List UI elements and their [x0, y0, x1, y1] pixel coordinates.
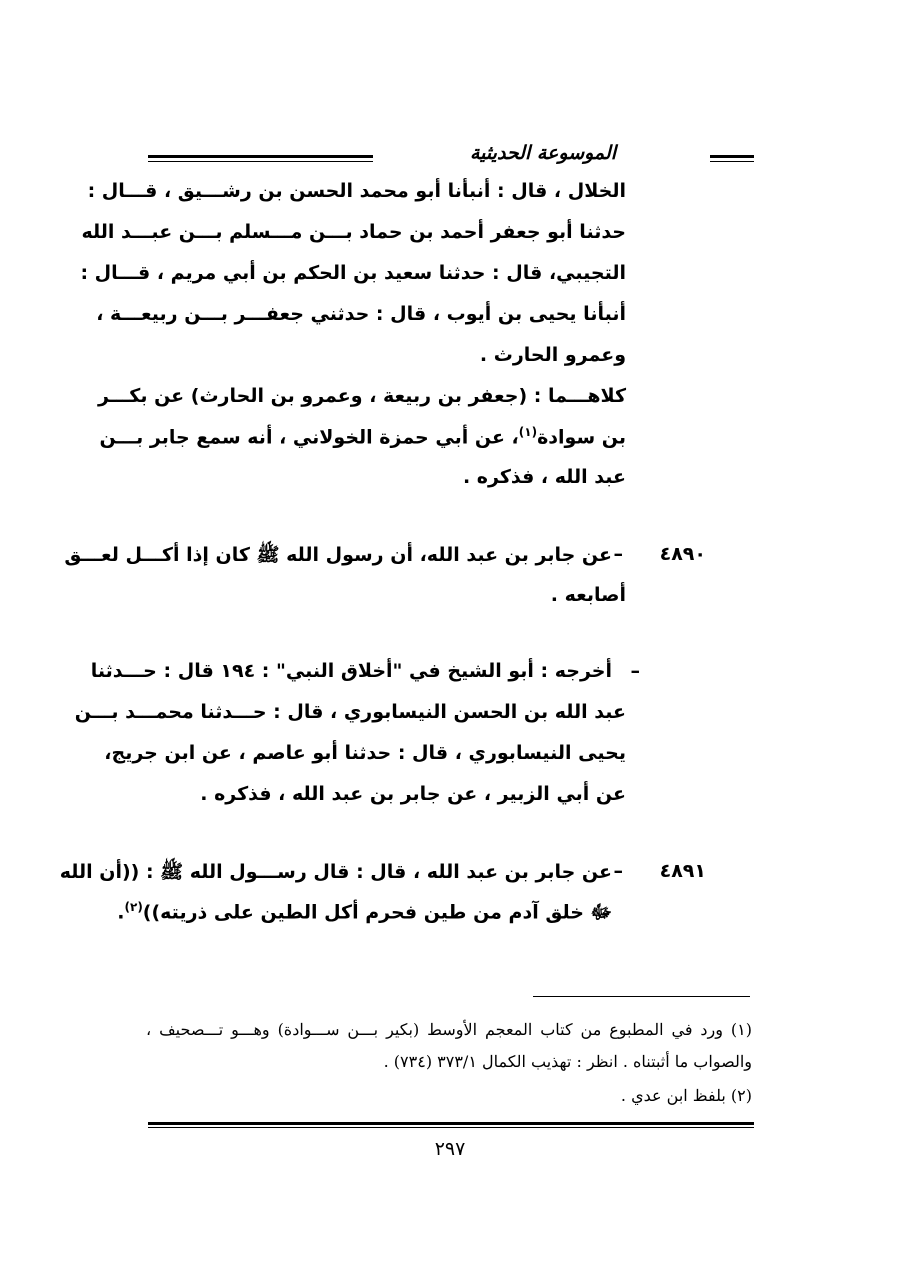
hadith-number: ٤٨٩٠	[659, 543, 706, 565]
text-line: حدثنا أبو جعفر أحمد بن حماد بـــن مـــسلم بـــن عبـــد الله	[81, 221, 626, 243]
text-line: التجيبي، قال : حدثنا سعيد بن الحكم بن أبي مريم ، قـــال :	[80, 262, 626, 284]
takhrij-line: أخرجه : أبو الشيخ في "أخلاق النبي" : ١٩٤ قال : حـــدثنا	[90, 660, 612, 682]
hadith-text-line: أصابعه .	[550, 584, 626, 606]
text-segment: ﷻ خلق آدم من طين فحرم أكل الطين على ذريته))	[142, 901, 612, 924]
hadith-dash: –	[613, 860, 623, 882]
text-line: وعمرو الحارث .	[479, 344, 626, 366]
running-header	[148, 142, 754, 172]
header-rule-right	[710, 155, 754, 162]
text-segment: بن سوادة	[537, 426, 626, 449]
takhrij-dash: –	[630, 660, 640, 682]
footnote-separator	[533, 996, 750, 997]
takhrij-line: يحيى النيسابوري ، قال : حدثنا أبو عاصم ، عن ابن جريج،	[104, 742, 626, 764]
footnote-1-line: والصواب ما أثبتناه . انظر : تهذيب الكمال ٣٧٣/١ (٧٣٤) .	[383, 1052, 752, 1071]
bottom-rule	[148, 1122, 754, 1128]
hadith-text-line: عن جابر بن عبد الله، أن رسول الله ﷺ كان إذا أكـــل لعـــق	[64, 544, 612, 566]
header-rule-left	[148, 155, 373, 162]
text-line-with-footnote	[99, 425, 626, 455]
text-line: عبد الله ، فذكره .	[462, 466, 626, 488]
hadith-number: ٤٨٩١	[659, 860, 706, 882]
footnote-1-line: (١) ورد في المطبوع من كتاب المعجم الأوسط (بكير بـــن ســـوادة) وهـــو تـــصحيف ،	[146, 1020, 753, 1039]
hadith-text-line: عن جابر بن عبد الله ، قال : قال رســـول الله ﷺ : ((أن الله	[59, 861, 612, 883]
hadith-dash: –	[613, 543, 623, 565]
footnote-ref-1: (١)	[518, 425, 538, 439]
text-line: أنبأنا يحيى بن أيوب ، قال : حدثني جعفـــر بـــن ربيعـــة ،	[96, 303, 626, 325]
text-line: الخلال ، قال : أنبأنا أبو محمد الحسن بن رشـــيق ، قـــال :	[87, 180, 626, 202]
footnote-2: (٢) بلفظ ابن عدي .	[620, 1086, 752, 1105]
footnote-ref-2: (٢)	[124, 900, 143, 914]
text-segment: ، عن أبي حمزة الخولاني ، أنه سمع جابر بـــن	[99, 426, 519, 449]
text-line: كلاهـــما : (جعفر بن ربيعة ، وعمرو بن الحارث) عن بكـــر	[97, 385, 626, 407]
takhrij-line: عن أبي الزبير ، عن جابر بن عبد الله ، فذكره .	[200, 783, 626, 805]
header-title: الموسوعة الحديثية	[470, 142, 616, 164]
hadith-text-line-with-footnote: ﷻ خلق آدم من طين فحرم أكل الطين على ذريته))$^{(٢)}$.	[117, 900, 612, 924]
takhrij-line: عبد الله بن الحسن النيسابوري ، قال : حـــدثنا محمـــد بـــن	[74, 701, 626, 723]
page-number: ٢٩٧	[434, 1138, 466, 1160]
